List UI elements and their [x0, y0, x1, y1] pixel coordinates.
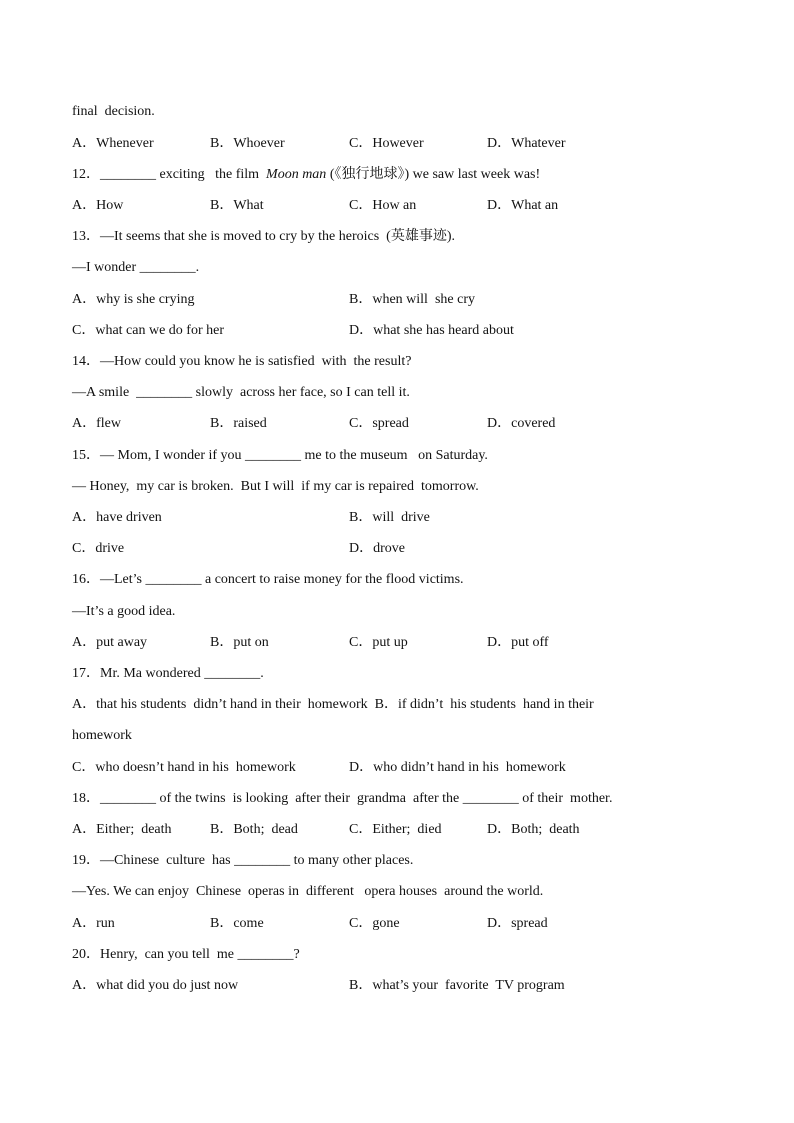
q15-option-a: A．have driven [72, 510, 162, 525]
q12-option-c: C．How an [349, 198, 417, 213]
q18-option-b: B．Both; dead [210, 822, 298, 837]
q14-option-d: D．covered [487, 416, 556, 431]
q17-stem: 17．Mr. Ma wondered ________. [72, 666, 264, 681]
q19-stem: 19．—Chinese culture has ________ to many other places. [72, 853, 414, 868]
q17-options-ab: A．that his students didn’t hand in their homework B．if didn’t his students hand in their [72, 697, 594, 712]
q13-stem: 13．—It seems that she is moved to cry by the heroics (英雄事迹). [72, 229, 455, 244]
q15-option-c: C．drive [72, 541, 125, 556]
q20-option-b: B．what’s your favorite TV program [349, 978, 565, 993]
q14-reply: —A smile ________ slowly across her face, so I can tell it. [72, 385, 410, 400]
q18-option-c: C．Either; died [349, 822, 442, 837]
q16-option-c: C．put up [349, 635, 408, 650]
q14-option-b: B．raised [210, 416, 267, 431]
q14-option-a: A．flew [72, 416, 121, 431]
q13-option-d: D．what she has heard about [349, 323, 514, 338]
q14-stem: 14．—How could you know he is satisfied with the result? [72, 354, 412, 369]
q19-option-c: C．gone [349, 916, 400, 931]
q13-option-c: C．what can we do for her [72, 323, 225, 338]
q11-option-a: A．Whenever [72, 136, 154, 151]
q20-option-a: A．what did you do just now [72, 978, 239, 993]
q18-stem: 18．________ of the twins is looking after their grandma after the ________ of their mother. [72, 791, 613, 806]
q20-stem: 20．Henry, can you tell me ________? [72, 947, 300, 962]
q12-option-a: A．How [72, 198, 124, 213]
q11-option-d: D．Whatever [487, 136, 566, 151]
q12-option-d: D．What an [487, 198, 559, 213]
q19-reply: —Yes. We can enjoy Chinese operas in different opera houses around the world. [72, 884, 544, 899]
q12-stem [72, 166, 540, 184]
q19-option-a: A．run [72, 916, 115, 931]
q11-option-b: B．Whoever [210, 136, 285, 151]
q19-option-b: B．come [210, 916, 264, 931]
q17-options-ab-wrap: homework [72, 728, 132, 743]
q14-option-c: C．spread [349, 416, 409, 431]
q12-stem-part2: (《独行地球》) we saw last week was! [326, 167, 541, 182]
q16-option-d: D．put off [487, 635, 549, 650]
q16-reply: —It’s a good idea. [72, 604, 176, 619]
q13-option-b: B．when will she cry [349, 292, 475, 307]
q15-option-b: B．will drive [349, 510, 430, 525]
q13-reply: —I wonder ________. [72, 260, 200, 275]
q16-stem: 16．—Let’s ________ a concert to raise money for the flood victims. [72, 572, 464, 587]
q11-option-c: C．However [349, 136, 424, 151]
q12-stem-part1: 12．________ exciting the film [72, 167, 267, 182]
q18-option-d: D．Both; death [487, 822, 580, 837]
q13-option-a: A．why is she crying [72, 292, 195, 307]
q19-option-d: D．spread [487, 916, 548, 931]
q16-option-b: B．put on [210, 635, 269, 650]
q15-option-d: D．drove [349, 541, 405, 556]
q12-film-title: Moon man [266, 167, 327, 182]
q11-stem-end: final decision. [72, 104, 155, 119]
q15-reply: — Honey, my car is broken. But I will if my car is repaired tomorrow. [72, 479, 479, 494]
q17-option-d: D．who didn’t hand in his homework [349, 760, 566, 775]
q17-option-c: C．who doesn’t hand in his homework [72, 760, 296, 775]
q18-option-a: A．Either; death [72, 822, 172, 837]
q16-option-a: A．put away [72, 635, 148, 650]
q12-option-b: B．What [210, 198, 264, 213]
q15-stem: 15．— Mom, I wonder if you ________ me to the museum on Saturday. [72, 448, 488, 463]
